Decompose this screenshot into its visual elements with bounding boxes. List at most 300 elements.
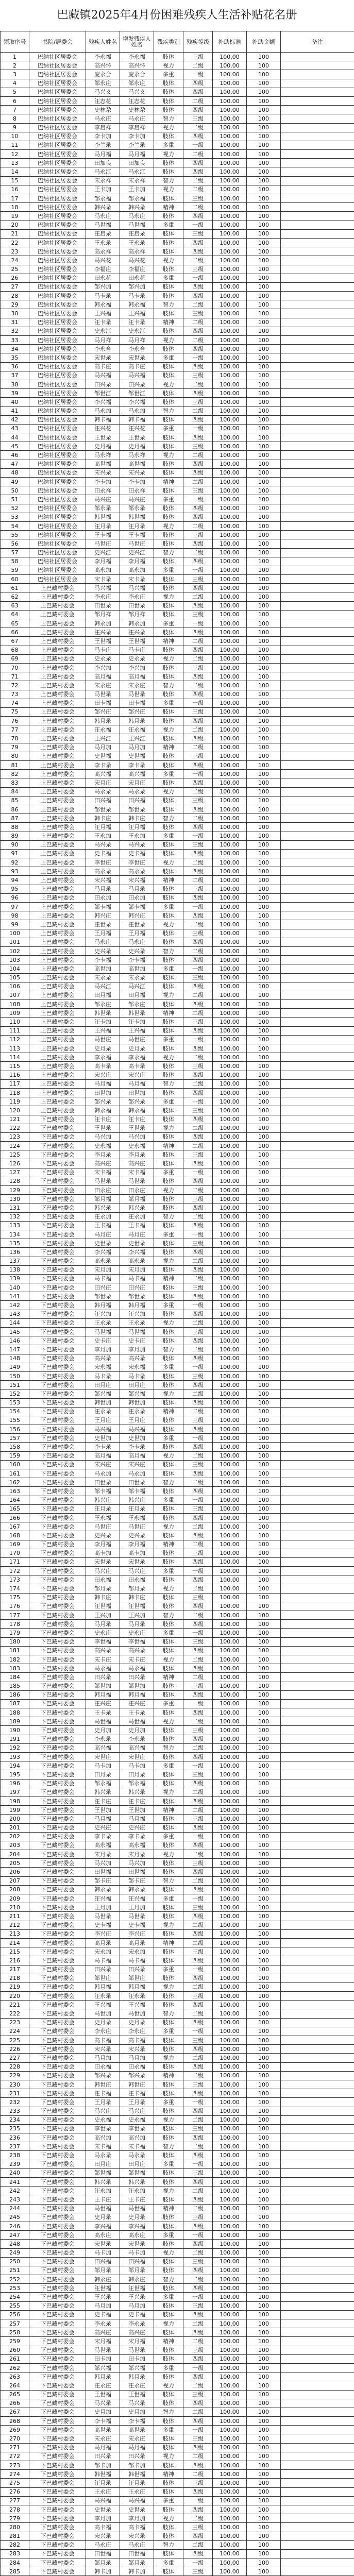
table-cell: 三级: [183, 929, 213, 938]
table-cell: 78: [1, 734, 29, 743]
table-cell: 100.00: [213, 1000, 247, 1009]
table-cell: [281, 2505, 354, 2514]
table-cell: 四级: [183, 1000, 213, 1009]
table-cell: 四级: [183, 415, 213, 424]
table-cell: 下巴藏村委会: [29, 1531, 86, 1540]
table-cell: 马月福: [86, 1079, 120, 1088]
table-cell: 100: [247, 787, 281, 796]
table-cell: 李永庄: [86, 2027, 120, 2036]
table-cell: 四级: [183, 504, 213, 513]
table-cell: 100: [247, 964, 281, 973]
table-cell: 100.00: [213, 717, 247, 725]
table-cell: 100: [247, 486, 281, 495]
table-cell: 史林尕: [86, 106, 120, 114]
table-cell: [281, 1513, 354, 1522]
table-cell: 100.00: [213, 681, 247, 690]
table-cell: 肢体: [154, 911, 183, 920]
table-cell: [281, 2213, 354, 2222]
table-cell: 肢体: [154, 1371, 183, 1380]
table-row: [1, 1965, 354, 1974]
table-cell: 二级: [183, 2187, 213, 2195]
table-cell: 汪永录: [86, 1992, 120, 2001]
table-cell: 邹兴福: [86, 1389, 120, 1398]
table-cell: 三级: [183, 2479, 213, 2487]
table-cell: 二级: [183, 1389, 213, 1398]
table-cell: 马永庄: [120, 212, 154, 221]
table-cell: 100.00: [213, 2098, 247, 2107]
table-cell: [281, 1062, 354, 1071]
table-cell: 100: [247, 1257, 281, 1265]
table-cell: [281, 1567, 354, 1575]
table-cell: 李月录: [86, 1150, 120, 1159]
table-cell: 田世福: [86, 1868, 120, 1876]
table-cell: 马月福: [86, 150, 120, 159]
table-cell: [281, 300, 354, 309]
table-cell: 上巴藏村委会: [29, 1018, 86, 1026]
table-row: [1, 1354, 354, 1363]
table-cell: 马月加: [120, 2054, 154, 2062]
table-cell: 100.00: [213, 442, 247, 451]
table-cell: 韩月福: [120, 1982, 154, 1991]
table-cell: 肢体: [154, 1159, 183, 1168]
table-row: [1, 1478, 354, 1487]
table-cell: 宋永庄: [120, 681, 154, 690]
table-cell: 邹卡福: [86, 1487, 120, 1496]
table-row: [1, 2293, 354, 2301]
table-cell: 三级: [183, 1371, 213, 1380]
table-cell: [281, 1425, 354, 1434]
header-cell: 残疾人姓名: [86, 31, 120, 53]
table-cell: 100: [247, 1443, 281, 1451]
table-cell: 马永福: [120, 1664, 154, 1673]
table-cell: 100.00: [213, 53, 247, 61]
table-cell: 韩世福: [120, 513, 154, 521]
table-cell: 多重: [154, 2496, 183, 2505]
table-cell: 176: [1, 1602, 29, 1611]
table-cell: 肢体: [154, 1868, 183, 1876]
table-cell: [281, 468, 354, 477]
table-cell: 宋永录: [86, 973, 120, 982]
table-cell: 四级: [183, 893, 213, 902]
table-row: [1, 876, 354, 885]
table-cell: 马世福: [120, 1717, 154, 1726]
table-cell: 下巴藏村委会: [29, 2151, 86, 2160]
table-cell: [281, 1761, 354, 1770]
table-cell: 二级: [183, 2337, 213, 2346]
table-cell: 105: [1, 973, 29, 982]
table-cell: 宋兴录: [120, 2532, 154, 2540]
table-cell: 史卡福: [86, 849, 120, 858]
table-cell: 多重: [154, 1035, 183, 1044]
table-cell: 100: [247, 318, 281, 327]
table-cell: 巴纳社区居委会: [29, 141, 86, 149]
table-cell: 100.00: [213, 903, 247, 911]
table-cell: 高卡加: [120, 1549, 154, 1557]
table-cell: [281, 1699, 354, 1708]
table-cell: 田世录: [86, 1478, 120, 1487]
table-cell: 马月录: [86, 885, 120, 893]
table-cell: 汪永加: [120, 2187, 154, 2195]
table-cell: 下巴藏村委会: [29, 1735, 86, 1743]
table-cell: 肢体: [154, 2567, 183, 2576]
table-cell: 肢体: [154, 2487, 183, 2496]
table-cell: [281, 1717, 354, 1726]
table-cell: 100.00: [213, 2310, 247, 2319]
table-row: [1, 406, 354, 415]
table-cell: 下巴藏村委会: [29, 1779, 86, 1788]
table-cell: 史月录: [86, 2213, 120, 2222]
table-cell: 100: [247, 2124, 281, 2133]
table-cell: 95: [1, 885, 29, 893]
table-cell: 下巴藏村委会: [29, 2390, 86, 2399]
table-cell: [281, 840, 354, 849]
table-cell: 100: [247, 734, 281, 743]
table-cell: 100: [247, 1531, 281, 1540]
table-cell: 马兴义: [120, 88, 154, 96]
table-cell: 肢体: [154, 849, 183, 858]
table-cell: 二级: [183, 1009, 213, 1018]
table-cell: 228: [1, 2062, 29, 2071]
table-row: [1, 1487, 354, 1496]
table-cell: 多重: [154, 2231, 183, 2240]
table-cell: 上巴藏村委会: [29, 929, 86, 938]
table-cell: 100: [247, 1318, 281, 1327]
table-cell: [281, 1726, 354, 1735]
table-cell: 肢体: [154, 2080, 183, 2089]
table-row: [1, 1982, 354, 1991]
table-cell: 四级: [183, 247, 213, 256]
table-cell: [281, 2346, 354, 2354]
table-cell: 李月福: [86, 1540, 120, 1549]
table-cell: 宋卡福: [86, 2142, 120, 2151]
table-cell: 上巴藏村委会: [29, 911, 86, 920]
table-cell: 280: [1, 2523, 29, 2532]
table-row: [1, 717, 354, 725]
table-cell: 三级: [183, 1328, 213, 1336]
table-cell: 179: [1, 1629, 29, 1637]
table-cell: 上巴藏村委会: [29, 1062, 86, 1071]
table-cell: 100.00: [213, 2514, 247, 2523]
table-cell: [281, 2532, 354, 2540]
table-cell: 视力: [154, 256, 183, 265]
table-row: [1, 1274, 354, 1283]
table-cell: 100.00: [213, 2275, 247, 2284]
table-cell: 韩卡庄: [86, 1593, 120, 1602]
table-cell: 四级: [183, 79, 213, 88]
table-cell: 三级: [183, 2257, 213, 2266]
table-cell: 100: [247, 778, 281, 787]
page-title: 巴藏镇2025年4月份困难残疾人生活补贴花名册: [57, 9, 297, 22]
table-cell: 100: [247, 2266, 281, 2275]
table-cell: 邹兴福: [120, 2363, 154, 2372]
table-cell: 巴纳社区居委会: [29, 247, 86, 256]
table-cell: [281, 557, 354, 566]
table-cell: 下巴藏村委会: [29, 1761, 86, 1770]
table-cell: 邹卡福: [86, 903, 120, 911]
table-cell: 165: [1, 1504, 29, 1513]
table-cell: 100: [247, 495, 281, 504]
table-cell: 史月福: [86, 442, 120, 451]
table-cell: 宋永庄: [86, 2434, 120, 2443]
table-cell: 多重: [154, 274, 183, 282]
table-row: [1, 646, 354, 654]
table-cell: 史月加: [86, 2408, 120, 2416]
table-cell: 三级: [183, 194, 213, 203]
table-row: [1, 70, 354, 79]
table-cell: 视力: [154, 991, 183, 999]
table-cell: 视力: [154, 1584, 183, 1593]
table-cell: 下巴藏村委会: [29, 2443, 86, 2452]
table-cell: 上巴藏村委会: [29, 973, 86, 982]
table-cell: 宋世录: [120, 2240, 154, 2248]
table-row: [1, 478, 354, 486]
table-cell: 史月录: [86, 2018, 120, 2027]
table-cell: 下巴藏村委会: [29, 1567, 86, 1575]
table-cell: 肢体: [154, 1239, 183, 1248]
table-cell: 三级: [183, 752, 213, 760]
table-cell: 肢体: [154, 1336, 183, 1345]
table-cell: 马永录: [120, 787, 154, 796]
table-cell: 李兴加: [120, 663, 154, 672]
table-cell: 马卡加: [120, 2248, 154, 2257]
table-cell: 100: [247, 592, 281, 601]
table-cell: 下巴藏村委会: [29, 2027, 86, 2036]
table-row: [1, 2496, 354, 2505]
table-cell: 125: [1, 1150, 29, 1159]
table-cell: 韩兴庄: [120, 911, 154, 920]
table-cell: 肢体: [154, 1248, 183, 1257]
table-cell: [281, 778, 354, 787]
table-cell: 100.00: [213, 1469, 247, 1478]
table-cell: 四级: [183, 1602, 213, 1611]
table-cell: 100: [247, 876, 281, 885]
table-cell: 22: [1, 238, 29, 247]
table-cell: 李世福: [120, 1637, 154, 1646]
table-cell: 一级: [183, 566, 213, 574]
table-cell: [281, 265, 354, 274]
table-cell: 100.00: [213, 778, 247, 787]
table-cell: 232: [1, 2098, 29, 2107]
table-cell: 王世录: [86, 433, 120, 442]
table-row: [1, 159, 354, 167]
table-cell: 100.00: [213, 2567, 247, 2576]
table-cell: 100.00: [213, 2470, 247, 2479]
table-cell: 肢体: [154, 973, 183, 982]
table-cell: 田月庄: [120, 2160, 154, 2168]
table-cell: 下巴藏村委会: [29, 2523, 86, 2532]
table-cell: 巴纳社区居委会: [29, 362, 86, 371]
table-cell: 王永录: [120, 1318, 154, 1327]
table-row: [1, 2443, 354, 2452]
table-cell: [281, 371, 354, 380]
table-cell: 马兴庄: [120, 1567, 154, 1575]
table-cell: 99: [1, 920, 29, 929]
table-cell: 肢体: [154, 1726, 183, 1735]
table-cell: 肢体: [154, 1903, 183, 1912]
table-cell: 100.00: [213, 88, 247, 96]
table-cell: 四级: [183, 167, 213, 176]
table-cell: 100: [247, 2240, 281, 2248]
table-cell: 100.00: [213, 362, 247, 371]
table-row: [1, 2213, 354, 2222]
table-cell: 史永录: [120, 654, 154, 663]
table-cell: 上巴藏村委会: [29, 885, 86, 893]
table-cell: 100.00: [213, 318, 247, 327]
table-row: [1, 1992, 354, 2001]
table-cell: 上巴藏村委会: [29, 619, 86, 628]
table-cell: 269: [1, 2426, 29, 2434]
table-row: [1, 2222, 354, 2230]
table-cell: 二级: [183, 406, 213, 415]
table-cell: 多重: [154, 2098, 183, 2107]
table-cell: 100.00: [213, 2549, 247, 2558]
table-cell: 马世福: [86, 2204, 120, 2213]
table-row: [1, 442, 354, 451]
table-row: [1, 2532, 354, 2540]
table-cell: 100.00: [213, 699, 247, 707]
table-cell: 精神: [154, 1673, 183, 1682]
table-cell: [281, 1735, 354, 1743]
table-row: [1, 1115, 354, 1124]
table-row: [1, 362, 354, 371]
table-cell: 100.00: [213, 176, 247, 185]
table-cell: 100.00: [213, 2160, 247, 2168]
table-cell: 三级: [183, 486, 213, 495]
table-cell: 下巴藏村委会: [29, 1753, 86, 1761]
table-cell: 田永花: [86, 274, 120, 282]
table-cell: 上巴藏村委会: [29, 876, 86, 885]
table-cell: 268: [1, 2417, 29, 2426]
table-row: [1, 2115, 354, 2124]
table-cell: 多重: [154, 2160, 183, 2168]
table-cell: 203: [1, 1841, 29, 1850]
table-cell: 63: [1, 601, 29, 610]
table-cell: 100: [247, 717, 281, 725]
table-cell: 肢体: [154, 2089, 183, 2098]
table-cell: 巴纳社区居委会: [29, 96, 86, 105]
table-cell: 201: [1, 1823, 29, 1832]
table-cell: 171: [1, 1557, 29, 1566]
table-cell: 史永庄: [86, 1629, 120, 1637]
table-cell: 二级: [183, 203, 213, 212]
table-cell: 四级: [183, 2354, 213, 2363]
table-row: [1, 1531, 354, 1540]
table-cell: 四级: [183, 2443, 213, 2452]
table-cell: 肢体: [154, 867, 183, 876]
table-cell: 100.00: [213, 327, 247, 335]
table-cell: 巴纳社区居委会: [29, 548, 86, 557]
table-cell: 宋永庄: [120, 2434, 154, 2443]
table-cell: 100: [247, 1398, 281, 1407]
table-cell: 100: [247, 1371, 281, 1380]
table-cell: [281, 513, 354, 521]
table-row: [1, 2178, 354, 2187]
table-row: [1, 1212, 354, 1221]
table-cell: 马兴江: [120, 982, 154, 991]
table-cell: 马月录: [86, 1620, 120, 1629]
table-cell: 100.00: [213, 867, 247, 876]
table-cell: 一级: [183, 70, 213, 79]
table-cell: 下巴藏村委会: [29, 1788, 86, 1797]
table-cell: 肢体: [154, 442, 183, 451]
table-cell: 肢体: [154, 371, 183, 380]
table-cell: [281, 2133, 354, 2142]
table-cell: 汪月录: [86, 1504, 120, 1513]
table-cell: 32: [1, 327, 29, 335]
table-cell: 下巴藏村委会: [29, 1982, 86, 1991]
table-cell: 肢体: [154, 167, 183, 176]
table-cell: 137: [1, 1257, 29, 1265]
table-cell: 肢体: [154, 1708, 183, 1717]
table-cell: 133: [1, 1221, 29, 1230]
table-cell: 四级: [183, 584, 213, 592]
table-cell: 285: [1, 2567, 29, 2576]
table-cell: [281, 2479, 354, 2487]
table-cell: 肢体: [154, 1283, 183, 1292]
table-cell: 100.00: [213, 2540, 247, 2549]
table-cell: 王卡录: [86, 1708, 120, 1717]
table-cell: 邹兴录: [86, 2071, 120, 2080]
table-row: [1, 1310, 354, 1318]
table-cell: 100: [247, 2257, 281, 2266]
table-row: [1, 1664, 354, 1673]
table-cell: 汪月录: [120, 1504, 154, 1513]
table-cell: 高兴加: [120, 2133, 154, 2142]
table-row: [1, 1876, 354, 1885]
table-cell: 198: [1, 1797, 29, 1805]
table-cell: 三级: [183, 2390, 213, 2399]
table-cell: 100: [247, 1655, 281, 1664]
table-cell: 马卡庄: [86, 646, 120, 654]
table-cell: 四级: [183, 513, 213, 521]
table-cell: 肢体: [154, 282, 183, 291]
table-cell: 上巴藏村委会: [29, 823, 86, 832]
table-cell: 下巴藏村委会: [29, 1859, 86, 1868]
table-cell: 肢体: [154, 1292, 183, 1301]
table-cell: 一级: [183, 903, 213, 911]
table-cell: 三级: [183, 885, 213, 893]
table-cell: 100: [247, 1761, 281, 1770]
table-cell: 100: [247, 1646, 281, 1655]
table-cell: 韩月福: [86, 1690, 120, 1699]
table-cell: 60: [1, 575, 29, 584]
table-cell: 172: [1, 1567, 29, 1575]
table-row: [1, 964, 354, 973]
table-cell: [281, 2054, 354, 2062]
table-cell: 45: [1, 442, 29, 451]
table-cell: 100: [247, 1797, 281, 1805]
table-cell: [281, 1549, 354, 1557]
table-cell: 巴纳社区居委会: [29, 309, 86, 318]
table-cell: 四级: [183, 539, 213, 548]
table-row: [1, 1389, 354, 1398]
table-cell: 王月福: [86, 929, 120, 938]
table-cell: 多重: [154, 2558, 183, 2567]
table-cell: 四级: [183, 1735, 213, 1743]
table-cell: 肢体: [154, 1221, 183, 1230]
table-cell: 上巴藏村委会: [29, 982, 86, 991]
table-cell: 100: [247, 141, 281, 149]
table-row: [1, 1620, 354, 1629]
table-cell: [281, 1000, 354, 1009]
table-cell: [281, 88, 354, 96]
table-cell: 二级: [183, 150, 213, 159]
table-cell: 下巴藏村委会: [29, 1938, 86, 1947]
table-cell: [281, 823, 354, 832]
table-cell: 100: [247, 1894, 281, 1903]
table-cell: 237: [1, 2142, 29, 2151]
table-cell: 100: [247, 1478, 281, 1487]
